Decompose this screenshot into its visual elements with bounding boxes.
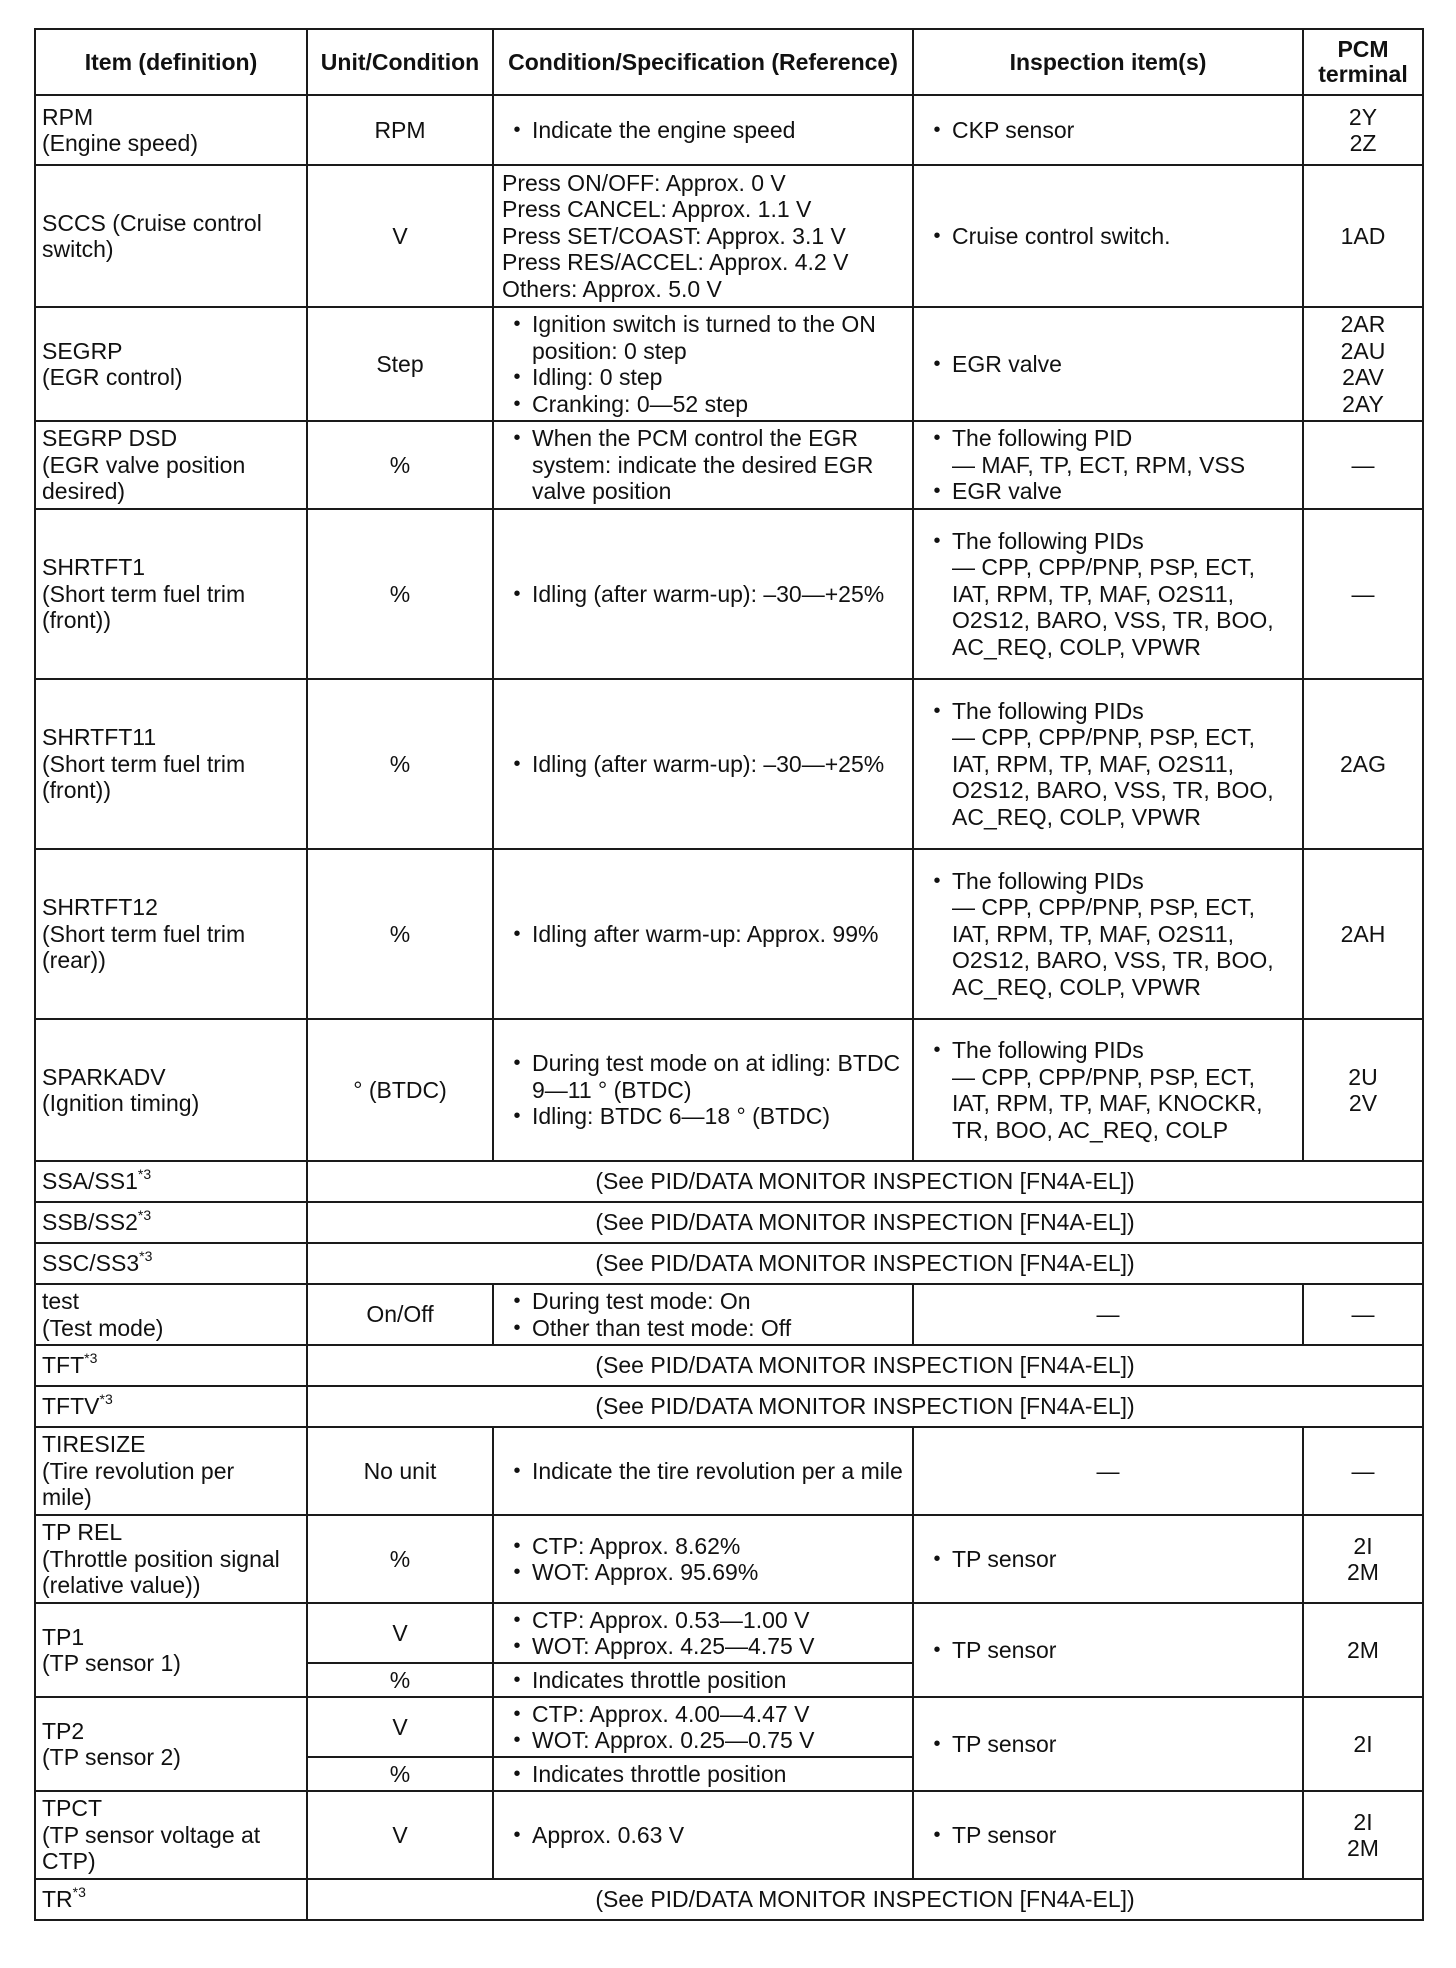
condition-cell: • During test mode on at idling: BTDC 9—11 ° (BTDC) • Idling: BTDC 6—18 ° (BTDC) (493, 1019, 913, 1161)
pcm-cell: 2I (1303, 1697, 1423, 1791)
item-cell: SHRTFT12 (Short term fuel trim (rear)) (35, 849, 307, 1019)
inspection-cell: — (913, 1427, 1303, 1515)
item-cell: SSC/SS3$^{*3}$ (35, 1243, 307, 1284)
item-cell: TFT$^{*3}$ (35, 1345, 307, 1386)
table-row (35, 679, 1423, 849)
see-reference-cell: (See PID/DATA MONITOR INSPECTION [FN4A-EL]) (307, 1386, 1423, 1427)
item-cell: TFTV$^{*3}$ (35, 1386, 307, 1427)
unit-cell: % (307, 1757, 493, 1791)
inspection-cell: • The following PIDs — CPP, CPP/PNP, PSP, ECT, IAT, RPM, TP, MAF, O2S11, O2S12, BARO, VSS, TR, BOO, AC_REQ, COLP, VPWR (913, 679, 1303, 849)
item-cell: TP2 (TP sensor 2) (35, 1697, 307, 1791)
header-pcm: PCM terminal (1303, 29, 1423, 95)
table-row (35, 1603, 1423, 1663)
unit-cell: V (307, 165, 493, 307)
inspection-cell: • TP sensor (913, 1603, 1303, 1697)
pcm-cell: — (1303, 421, 1423, 509)
pid-monitor-table (34, 28, 1424, 1921)
inspection-cell: • TP sensor (913, 1791, 1303, 1879)
unit-cell: % (307, 849, 493, 1019)
condition-cell: • CTP: Approx. 0.53—1.00 V • WOT: Approx. 4.25—4.75 V (493, 1603, 913, 1663)
pcm-cell: — (1303, 1284, 1423, 1345)
table-row (35, 1879, 1423, 1920)
pcm-cell: 2Y 2Z (1303, 95, 1423, 165)
unit-cell: No unit (307, 1427, 493, 1515)
unit-cell: V (307, 1603, 493, 1663)
table-row (35, 509, 1423, 679)
item-cell: SSB/SS2$^{*3}$ (35, 1202, 307, 1243)
condition-cell: • Indicates throttle position (493, 1663, 913, 1697)
table-row (35, 1019, 1423, 1161)
document-page (34, 28, 1422, 1921)
unit-cell: RPM (307, 95, 493, 165)
item-cell: TPCT (TP sensor voltage at CTP) (35, 1791, 307, 1879)
item-cell: TP REL (Throttle position signal (relative value)) (35, 1515, 307, 1603)
pcm-cell: 2AR 2AU 2AV 2AY (1303, 307, 1423, 421)
pcm-cell: 2AG (1303, 679, 1423, 849)
see-reference-cell: (See PID/DATA MONITOR INSPECTION [FN4A-EL]) (307, 1202, 1423, 1243)
unit-cell: On/Off (307, 1284, 493, 1345)
condition-cell: • Indicate the engine speed (493, 95, 913, 165)
table-row (35, 1202, 1423, 1243)
pcm-cell: 2AH (1303, 849, 1423, 1019)
pcm-cell: 2M (1303, 1603, 1423, 1697)
item-cell: TP1 (TP sensor 1) (35, 1603, 307, 1697)
header-inspection: Inspection item(s) (913, 29, 1303, 95)
table-row (35, 421, 1423, 509)
condition-cell: • Approx. 0.63 V (493, 1791, 913, 1879)
table-row (35, 1243, 1423, 1284)
header-item: Item (definition) (35, 29, 307, 95)
condition-cell: Press ON/OFF: Approx. 0 V Press CANCEL: Approx. 1.1 V Press SET/COAST: Approx. 3.1 V Press RES/ACCEL: Approx. 4.2 V Others: Approx. 5.0 V (493, 165, 913, 307)
item-cell: TIRESIZE (Tire revolution per mile) (35, 1427, 307, 1515)
item-cell: SCCS (Cruise control switch) (35, 165, 307, 307)
inspection-cell: • The following PIDs — CPP, CPP/PNP, PSP, ECT, IAT, RPM, TP, MAF, O2S11, O2S12, BARO, VSS, TR, BOO, AC_REQ, COLP, VPWR (913, 509, 1303, 679)
unit-cell: % (307, 1515, 493, 1603)
see-reference-cell: (See PID/DATA MONITOR INSPECTION [FN4A-EL]) (307, 1879, 1423, 1920)
item-cell: SEGRP DSD (EGR valve position desired) (35, 421, 307, 509)
unit-cell: ° (BTDC) (307, 1019, 493, 1161)
inspection-cell: • TP sensor (913, 1697, 1303, 1791)
table-row (35, 1386, 1423, 1427)
inspection-cell: • TP sensor (913, 1515, 1303, 1603)
condition-cell: • CTP: Approx. 8.62% • WOT: Approx. 95.69% (493, 1515, 913, 1603)
header-condition: Condition/Specification (Reference) (493, 29, 913, 95)
inspection-cell: • The following PIDs — CPP, CPP/PNP, PSP, ECT, IAT, RPM, TP, MAF, O2S11, O2S12, BARO, VSS, TR, BOO, AC_REQ, COLP, VPWR (913, 849, 1303, 1019)
table-row (35, 1345, 1423, 1386)
condition-cell: • Idling after warm-up: Approx. 99% (493, 849, 913, 1019)
unit-cell: % (307, 509, 493, 679)
unit-cell: % (307, 421, 493, 509)
item-cell: TR$^{*3}$ (35, 1879, 307, 1920)
unit-cell: % (307, 1663, 493, 1697)
table-row (35, 1791, 1423, 1879)
item-cell: RPM (Engine speed) (35, 95, 307, 165)
item-cell: SEGRP (EGR control) (35, 307, 307, 421)
pcm-cell: 2I 2M (1303, 1515, 1423, 1603)
condition-cell: • During test mode: On • Other than test mode: Off (493, 1284, 913, 1345)
inspection-cell: • Cruise control switch. (913, 165, 1303, 307)
item-cell: SPARKADV (Ignition timing) (35, 1019, 307, 1161)
condition-cell: • CTP: Approx. 4.00—4.47 V • WOT: Approx. 0.25—0.75 V (493, 1697, 913, 1757)
table-row (35, 165, 1423, 307)
table-row (35, 1284, 1423, 1345)
item-cell: test (Test mode) (35, 1284, 307, 1345)
header-unit: Unit/Condition (307, 29, 493, 95)
table-row (35, 307, 1423, 421)
see-reference-cell: (See PID/DATA MONITOR INSPECTION [FN4A-EL]) (307, 1243, 1423, 1284)
item-cell: SHRTFT11 (Short term fuel trim (front)) (35, 679, 307, 849)
table-row (35, 95, 1423, 165)
item-cell: SHRTFT1 (Short term fuel trim (front)) (35, 509, 307, 679)
condition-cell: • When the PCM control the EGR system: indicate the desired EGR valve position (493, 421, 913, 509)
condition-cell: • Idling (after warm-up): –30—+25% (493, 679, 913, 849)
condition-cell: • Idling (after warm-up): –30—+25% (493, 509, 913, 679)
table-header-row (35, 29, 1423, 95)
inspection-cell: • The following PID — MAF, TP, ECT, RPM, VSS • EGR valve (913, 421, 1303, 509)
inspection-cell: • CKP sensor (913, 95, 1303, 165)
inspection-cell: • The following PIDs — CPP, CPP/PNP, PSP, ECT, IAT, RPM, TP, MAF, KNOCKR, TR, BOO, AC_REQ, COLP (913, 1019, 1303, 1161)
table-row (35, 849, 1423, 1019)
condition-cell: • Indicates throttle position (493, 1757, 913, 1791)
item-cell: SSA/SS1$^{*3}$ (35, 1161, 307, 1202)
inspection-cell: • EGR valve (913, 307, 1303, 421)
table-row (35, 1427, 1423, 1515)
condition-cell: • Indicate the tire revolution per a mile (493, 1427, 913, 1515)
condition-cell: • Ignition switch is turned to the ON position: 0 step • Idling: 0 step • Cranking: 0—52 step (493, 307, 913, 421)
see-reference-cell: (See PID/DATA MONITOR INSPECTION [FN4A-EL]) (307, 1161, 1423, 1202)
see-reference-cell: (See PID/DATA MONITOR INSPECTION [FN4A-EL]) (307, 1345, 1423, 1386)
unit-cell: V (307, 1791, 493, 1879)
table-row (35, 1697, 1423, 1757)
inspection-cell: — (913, 1284, 1303, 1345)
pcm-cell: 2I 2M (1303, 1791, 1423, 1879)
unit-cell: % (307, 679, 493, 849)
pcm-cell: — (1303, 509, 1423, 679)
pcm-cell: — (1303, 1427, 1423, 1515)
pcm-cell: 2U 2V (1303, 1019, 1423, 1161)
pcm-cell: 1AD (1303, 165, 1423, 307)
unit-cell: Step (307, 307, 493, 421)
unit-cell: V (307, 1697, 493, 1757)
table-row (35, 1515, 1423, 1603)
table-row (35, 1161, 1423, 1202)
